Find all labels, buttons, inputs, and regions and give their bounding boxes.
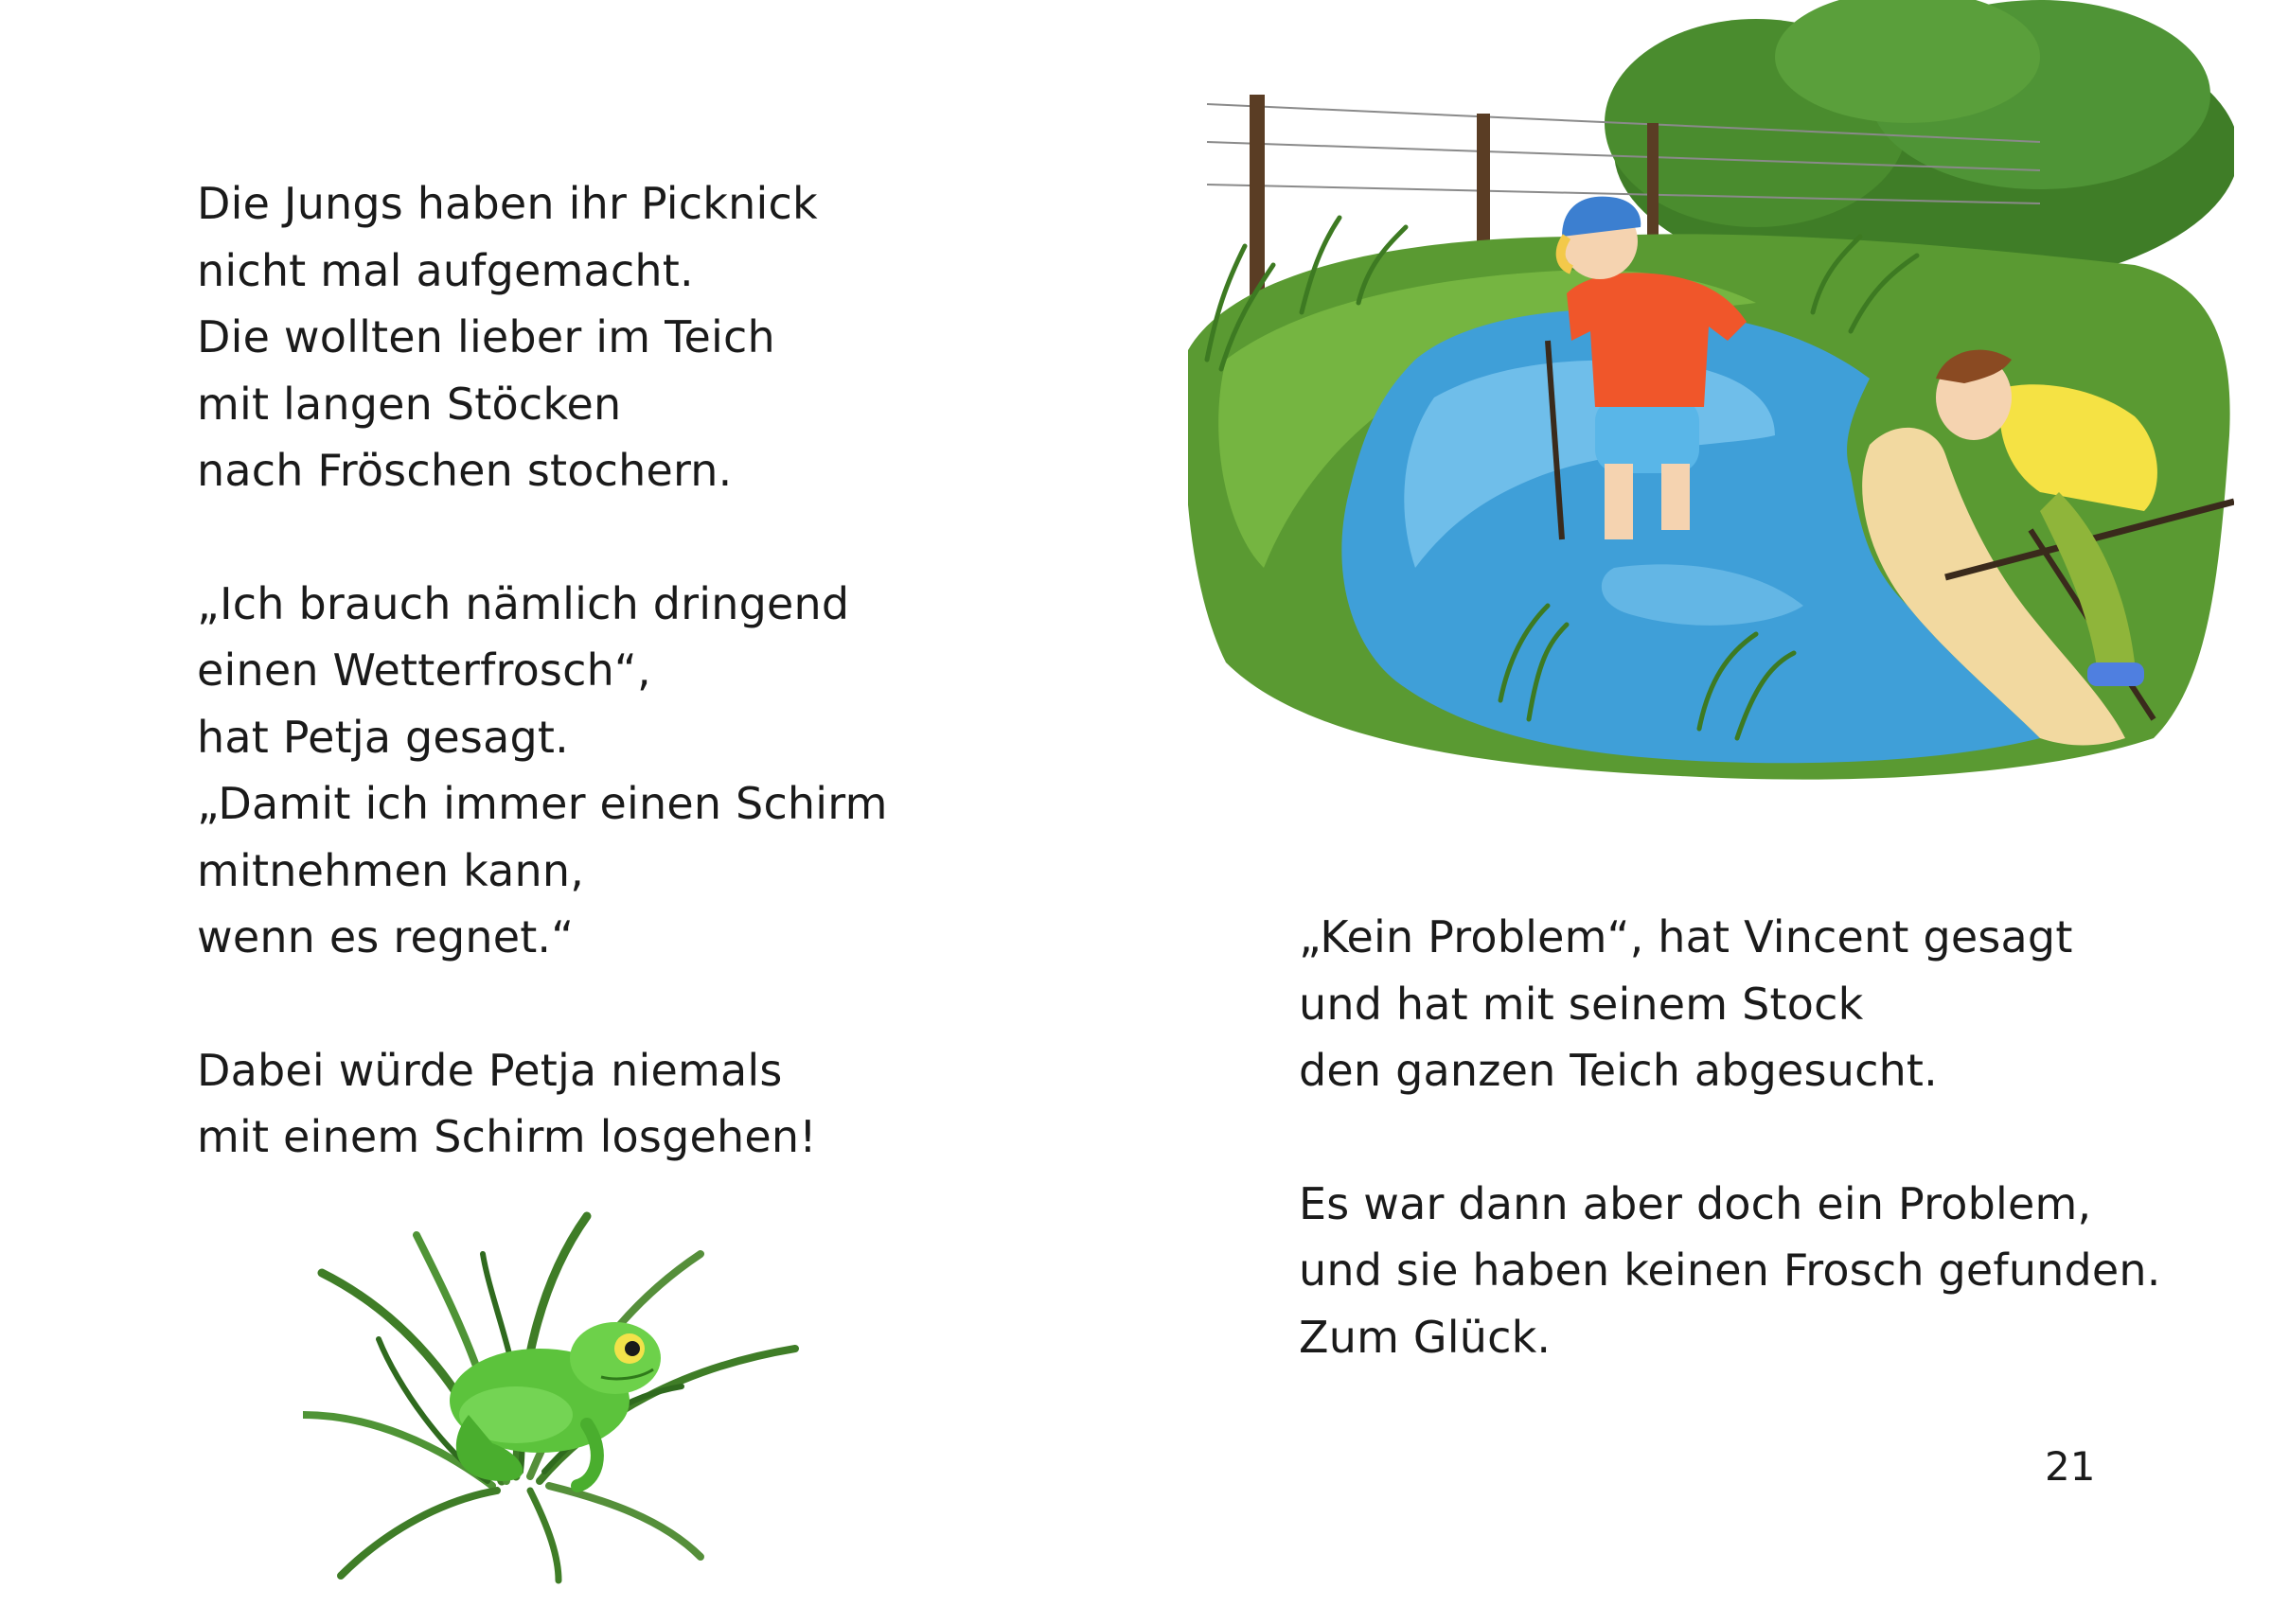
text-line: „Damit ich immer einen Schirm xyxy=(197,778,888,829)
text-line: den ganzen Teich abgesucht. xyxy=(1299,1045,1938,1096)
text-line: nicht mal aufgemacht. xyxy=(197,244,694,296)
pond-scene-illustration xyxy=(1188,0,2234,795)
blue-sneaker xyxy=(2087,662,2144,686)
page-number: 21 xyxy=(2045,1443,2096,1490)
text-line: Dabei würde Petja niemals xyxy=(197,1044,783,1096)
paragraph-2 xyxy=(1299,1171,2161,1371)
text-line: Die Jungs haben ihr Picknick xyxy=(197,178,818,229)
text-line: wenn es regnet.“ xyxy=(197,911,575,962)
paragraph-2 xyxy=(197,571,888,971)
text-line: mit einem Schirm losgehen! xyxy=(197,1111,817,1162)
text-line: „Kein Problem“, hat Vincent gesagt xyxy=(1299,911,2073,962)
text-line: „Ich brauch nämlich dringend xyxy=(197,577,850,629)
left-text-block xyxy=(197,170,888,1237)
text-line: hat Petja gesagt. xyxy=(197,711,569,763)
paragraph-1 xyxy=(197,170,888,504)
text-line: und sie haben keinen Frosch gefunden. xyxy=(1299,1244,2161,1296)
text-line: nach Fröschen stochern. xyxy=(197,445,733,496)
text-line: mit langen Stöcken xyxy=(197,378,622,430)
paragraph-1 xyxy=(1299,904,2161,1104)
frog-in-grass-illustration xyxy=(303,1197,824,1585)
text-line: Zum Glück. xyxy=(1299,1311,1552,1363)
text-line: Die wollten lieber im Teich xyxy=(197,311,775,362)
text-line: mitnehmen kann, xyxy=(197,844,585,896)
blue-shorts xyxy=(1595,397,1699,473)
text-line: und hat mit seinem Stock xyxy=(1299,978,1864,1030)
right-text-block xyxy=(1299,904,2161,1437)
text-line: Es war dann aber doch ein Problem, xyxy=(1299,1177,2092,1229)
paragraph-3 xyxy=(197,1037,888,1171)
text-line: einen Wetterfrosch“, xyxy=(197,644,651,696)
